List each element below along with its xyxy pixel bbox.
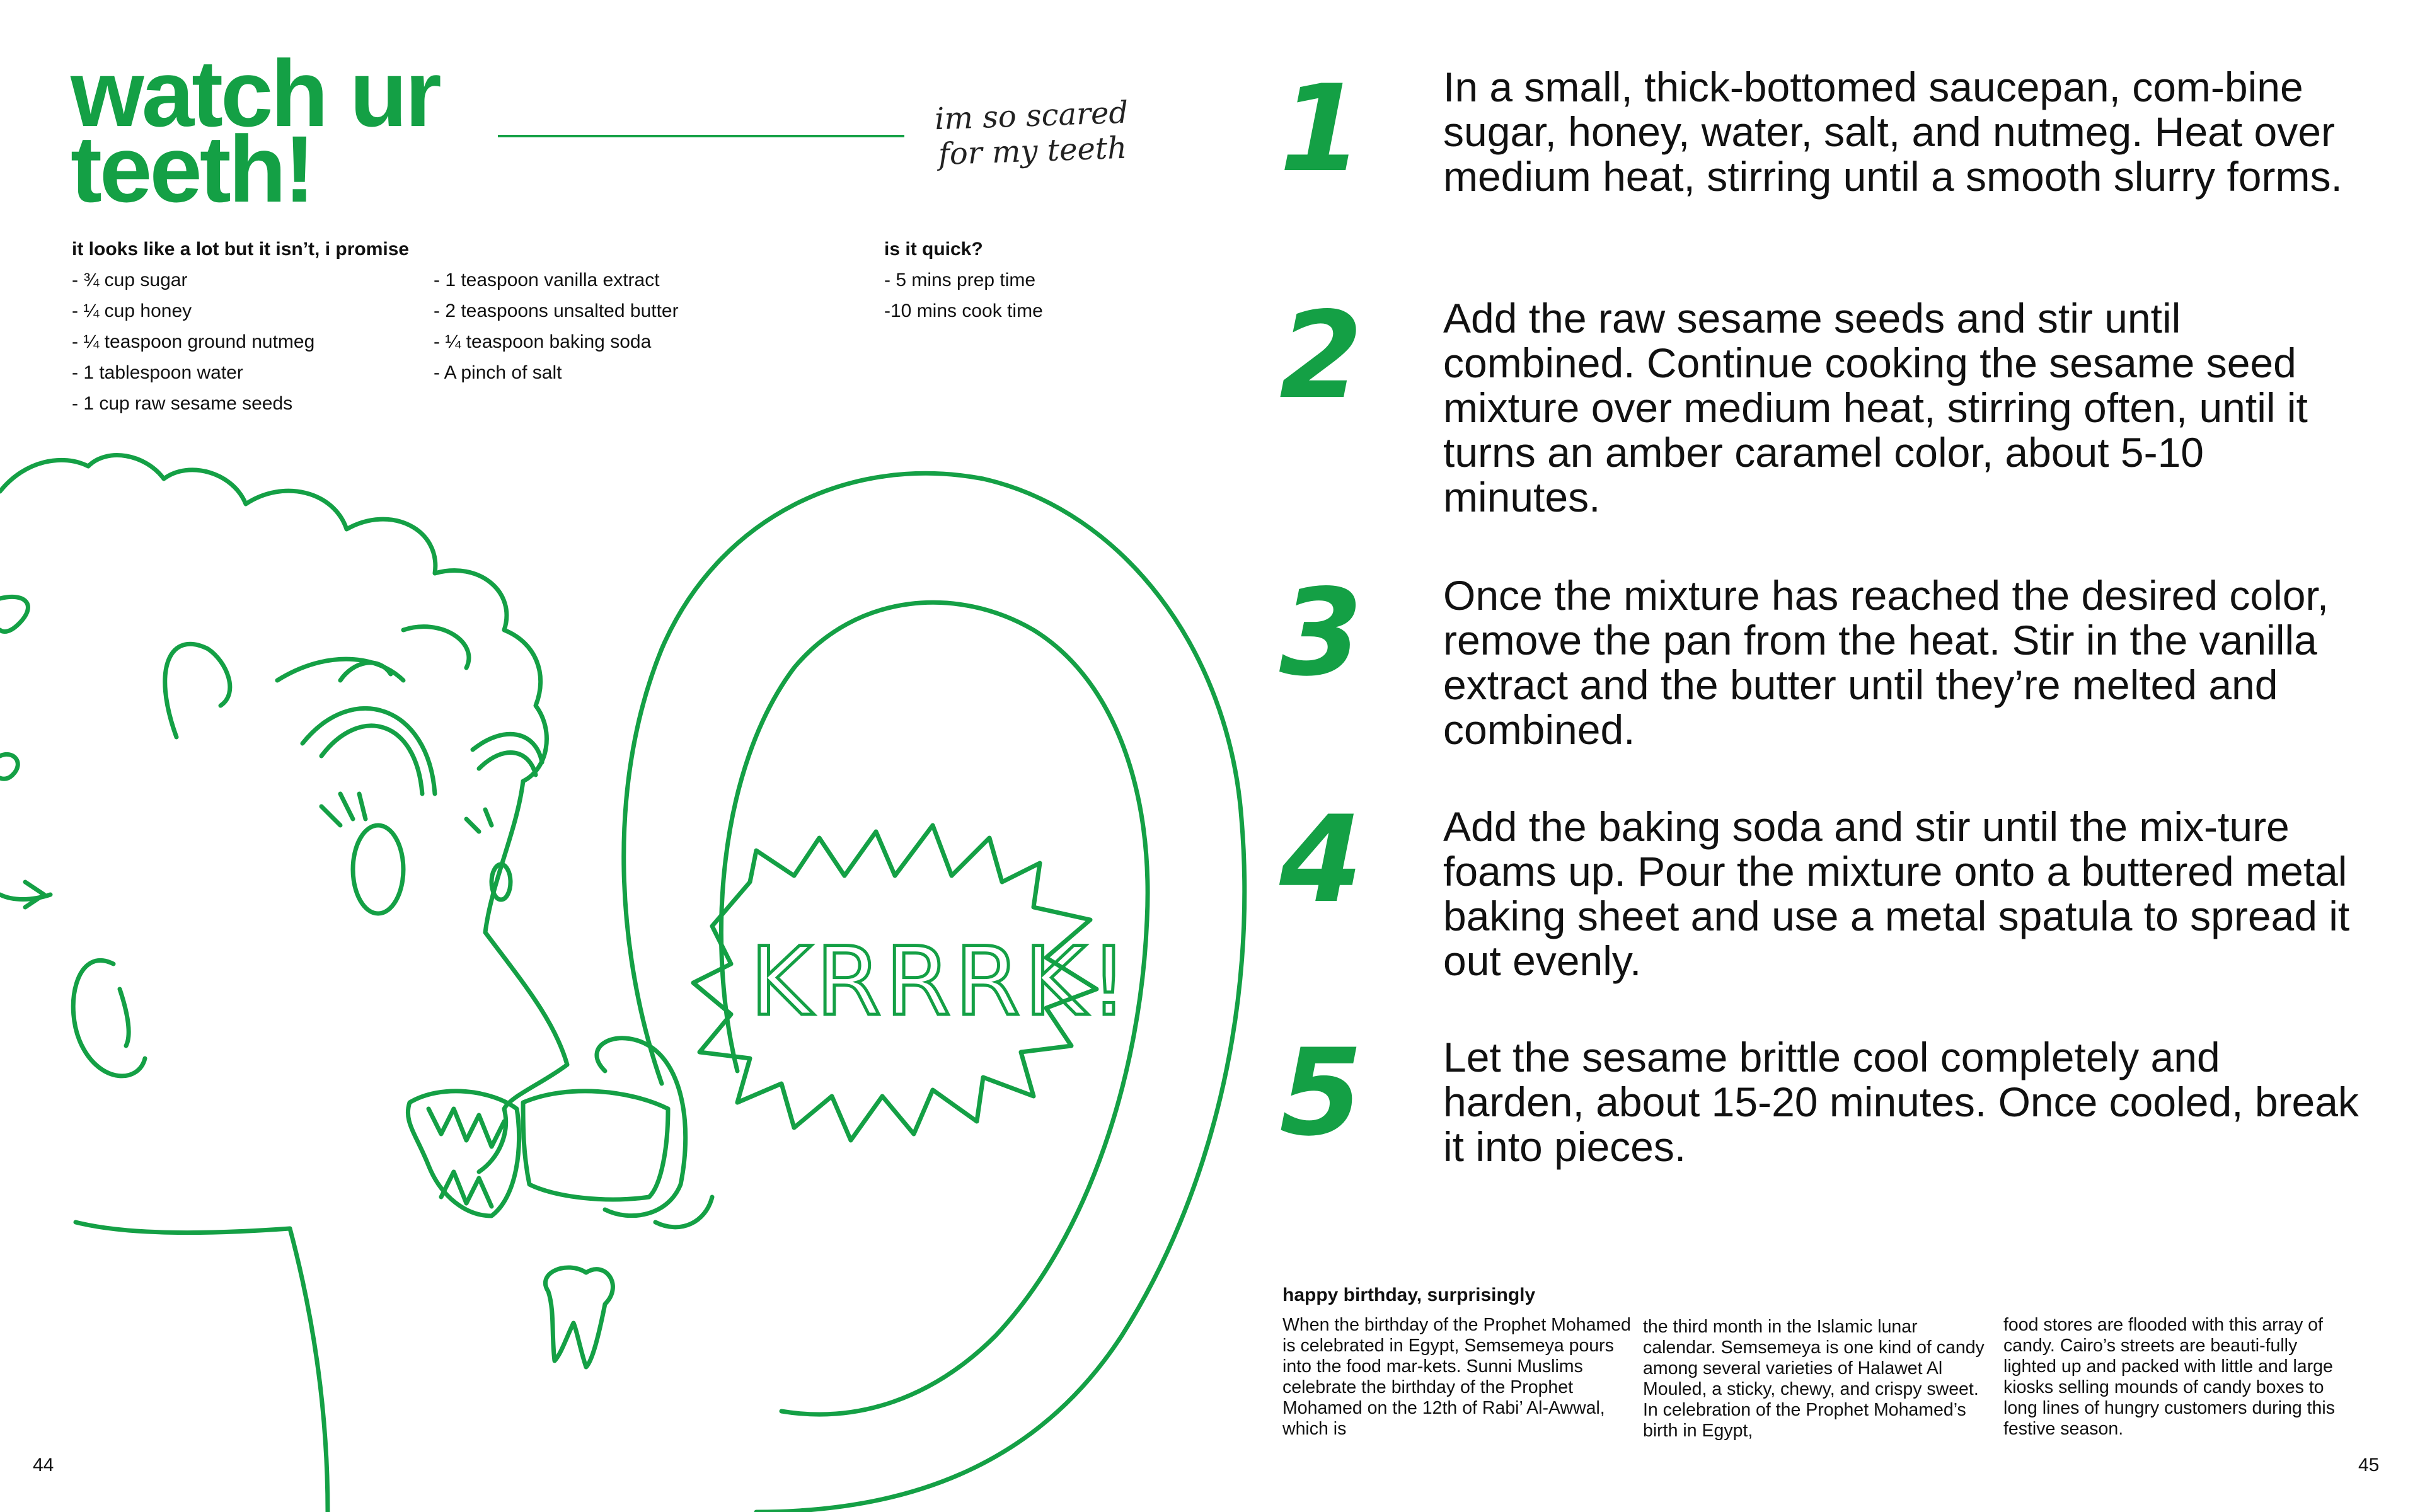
step-text: Add the raw sesame seeds and stir until combined. Continue cooking the sesame seed mixture over medium heat, stirring often, until it turns an amber caramel color, about 5-10 minutes. — [1443, 295, 2308, 520]
step-number: 1 — [1279, 59, 1363, 198]
ingredient-item: - 1 teaspoon vanilla extract — [434, 270, 660, 290]
timing-item: -10 mins cook time — [884, 301, 1043, 321]
hand — [655, 1197, 712, 1227]
fact-box-column: food stores are flooded with this array of candy. Cairo’s streets are beauti-fully lighted up and packed with little and large kiosks selling mounds of candy boxes to long lines of hungry customers during this festive season. — [2003, 1315, 2335, 1439]
hair-outline — [0, 455, 546, 781]
timing-item: - 5 mins prep time — [884, 270, 1036, 290]
ingredient-item: - 2 teaspoons unsalted butter — [434, 301, 679, 321]
eye-lashes — [466, 810, 492, 832]
step-text: In a small, thick-bottomed saucepan, com-bine sugar, honey, water, salt, and nutmeg. Heat over medium heat, stirring until a smooth slurry forms. — [1443, 64, 2342, 200]
fact-box-column: When the birthday of the Prophet Mohamed is celebrated in Egypt, Semsemeya pours into the food mar-kets. Sunni Muslims celebrate the birthday of the Prophet Mohamed on the 12th of Rabi’ Al-Awwal, which is — [1282, 1315, 1631, 1439]
ingredient-item: - ¼ teaspoon ground nutmeg — [72, 331, 315, 352]
hand — [597, 1038, 686, 1216]
hair-curl — [0, 597, 28, 631]
fact-box-column: the third month in the Islamic lunar calendar. Semsemeya is one kind of candy among several varieties of Halawet Al Mouled, a sticky, chewy, and crispy sweet. In celebration of the Prophet Mohamed’s birth in Egypt, — [1643, 1317, 1985, 1441]
ear-inner — [120, 989, 129, 1046]
step-number: 5 — [1279, 1023, 1363, 1162]
timing-list — [884, 265, 1043, 326]
title-line-1: watch ur — [71, 40, 439, 146]
ingredient-item: - ¼ cup honey — [72, 301, 192, 321]
sound-effect-text: KRRRK! — [750, 927, 1132, 1037]
ear — [73, 961, 145, 1076]
ingredient-item: - 1 cup raw sesame seeds — [72, 393, 293, 414]
handwritten-note-line-1: im so scared — [934, 94, 1129, 137]
jaw — [76, 1222, 290, 1233]
page-number-left: 44 — [33, 1455, 54, 1475]
handwritten-note — [934, 94, 1163, 172]
ingredient-item: - A pinch of salt — [434, 362, 562, 383]
step-number: 4 — [1279, 790, 1363, 929]
ingredient-item: - ¼ teaspoon baking soda — [434, 331, 652, 352]
eyebrow — [302, 708, 435, 794]
hair-curl — [340, 663, 391, 680]
title-line-2: teeth! — [71, 116, 313, 222]
eyebrow — [479, 753, 536, 775]
hair-curl — [165, 644, 230, 737]
page-number-right: 45 — [2358, 1455, 2380, 1475]
step-text: Add the baking soda and stir until the mix-ture foams up. Pour the mixture onto a buttered metal baking sheet and use a metal spatula to spread it out evenly. — [1443, 803, 2350, 984]
illustration-person-eating-brittle — [0, 441, 1260, 1512]
step-text: Once the mixture has reached the desired color, remove the pan from the heat. Stir in the vanilla extract and the butter until they’re melted and combined. — [1443, 572, 2329, 753]
teeth — [441, 1172, 492, 1206]
handwritten-note-line-2: for my teeth — [938, 130, 1127, 173]
page-title — [71, 40, 439, 222]
hair-curl — [0, 754, 18, 779]
eye-lashes — [321, 794, 366, 825]
ingredients-list-2 — [434, 265, 679, 388]
step-number: 3 — [1279, 563, 1363, 702]
eyebrow — [321, 726, 422, 794]
neck — [290, 1228, 328, 1512]
ingredient-item: - 1 tablespoon water — [72, 362, 243, 383]
step-number: 2 — [1279, 286, 1363, 425]
brittle-piece — [523, 1091, 668, 1200]
title-rule — [498, 135, 904, 137]
timing-heading: is it quick? — [884, 239, 983, 260]
teeth — [429, 1109, 504, 1147]
hair-curl — [403, 627, 469, 668]
tooth — [545, 1268, 613, 1367]
step-text: Let the sesame brittle cool completely and harden, about 15-20 minutes. Once cooled, break it into pieces. — [1443, 1034, 2359, 1170]
ingredient-item: - ¾ cup sugar — [72, 270, 188, 290]
eye — [353, 825, 403, 914]
eyebrow — [473, 734, 542, 762]
fact-box-heading: happy birthday, surprisingly — [1282, 1285, 1536, 1305]
face-line — [25, 882, 44, 907]
ingredients-heading: it looks like a lot but it isn’t, i promise — [72, 239, 410, 260]
ingredients-list-1 — [72, 265, 314, 419]
